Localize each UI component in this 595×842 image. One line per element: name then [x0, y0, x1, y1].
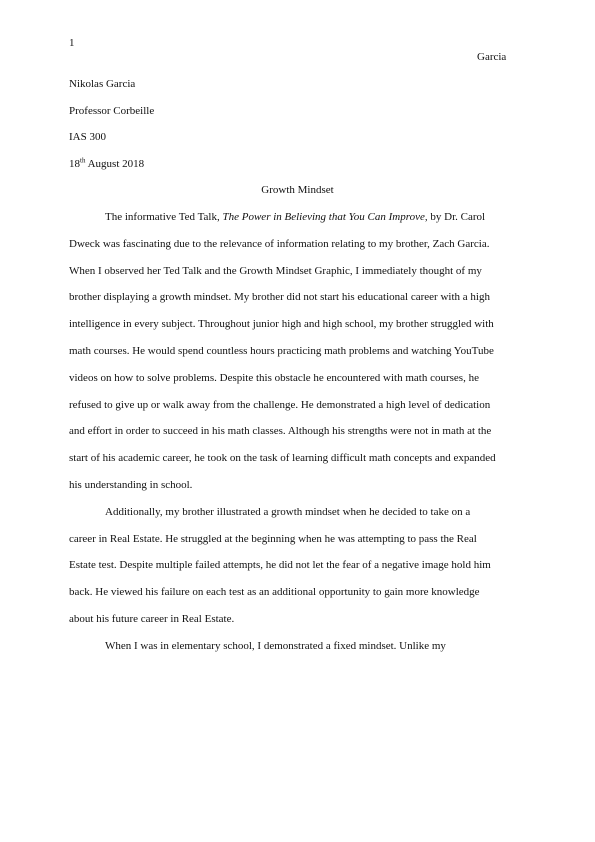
line-text: back. He viewed his failure on each test as an additional opportunity to gain more knowledge	[69, 586, 480, 599]
body-line	[69, 506, 529, 533]
line-text: about his future career in Real Estate.	[69, 612, 235, 625]
line-text: When I observed her Ted Talk and the Growth Mindset Graphic, I immediately thought of my	[69, 264, 482, 277]
body-line	[69, 452, 529, 479]
line-text: start of his academic career, he took on the task of learning difficult math concepts and expanded	[69, 452, 496, 465]
date-suffix: th	[80, 156, 86, 165]
italic-text: The Power in Believing that You Can Improve,	[222, 211, 428, 223]
line-text: refused to give up or walk away from the challenge. He demonstrated a high level of dedication	[69, 398, 491, 411]
essay-body	[69, 211, 529, 667]
line-text: intelligence in every subject. Throughout junior high and high school, my brother struggled with	[69, 318, 494, 331]
body-line	[69, 586, 529, 613]
body-line	[69, 613, 529, 640]
professor-name: Professor Corbeille	[69, 104, 155, 117]
line-text: by Dr. Carol	[427, 211, 486, 223]
author-name: Nikolas Garcia	[69, 78, 136, 90]
date-line	[69, 158, 529, 185]
page-number: 1	[69, 37, 75, 49]
body-line	[69, 399, 529, 426]
body-line	[69, 211, 529, 238]
line-text: The informative Ted Talk,	[105, 211, 223, 223]
heading-block	[69, 78, 529, 185]
body-line	[69, 559, 529, 586]
date-month-year: August 2018	[85, 158, 145, 171]
course-name: IAS 300	[69, 131, 106, 144]
line-text: and effort in order to succeed in his math classes. Although his strengths were not in math at the	[69, 425, 492, 438]
body-line	[69, 425, 529, 452]
essay-title: Growth Mindset	[261, 184, 334, 196]
body-line	[69, 238, 529, 265]
body-line	[69, 318, 529, 345]
line-text: brother displaying a growth mindset. My brother did not start his educational career with a high	[69, 291, 490, 304]
line-text: career in Real Estate. He struggled at the beginning when he was attempting to pass the Real	[69, 532, 477, 545]
body-line	[69, 372, 529, 399]
line-text: videos on how to solve problems. Despite this obstacle he encountered with math courses, he	[69, 371, 479, 384]
body-line	[69, 265, 529, 292]
line-text: math courses. He would spend countless hours practicing math problems and watching YouTube	[69, 344, 494, 357]
line-text: When I was in elementary school, I demonstrated a fixed mindset. Unlike my	[105, 639, 446, 652]
body-line	[69, 479, 529, 506]
body-line	[69, 533, 529, 560]
body-line	[69, 640, 529, 667]
body-line	[69, 291, 529, 318]
running-head: Garcia	[477, 51, 507, 63]
line-text: Dweck was fascinating due to the relevance of information relating to my brother, Zach Garcia.	[69, 237, 490, 250]
line-text: Additionally, my brother illustrated a growth mindset when he decided to take on a	[105, 505, 471, 518]
line-text: his understanding in school.	[69, 478, 193, 491]
body-line	[69, 345, 529, 372]
date-day: 18	[69, 158, 80, 171]
line-text: Estate test. Despite multiple failed attempts, he did not let the fear of a negative image hold him	[69, 559, 491, 572]
